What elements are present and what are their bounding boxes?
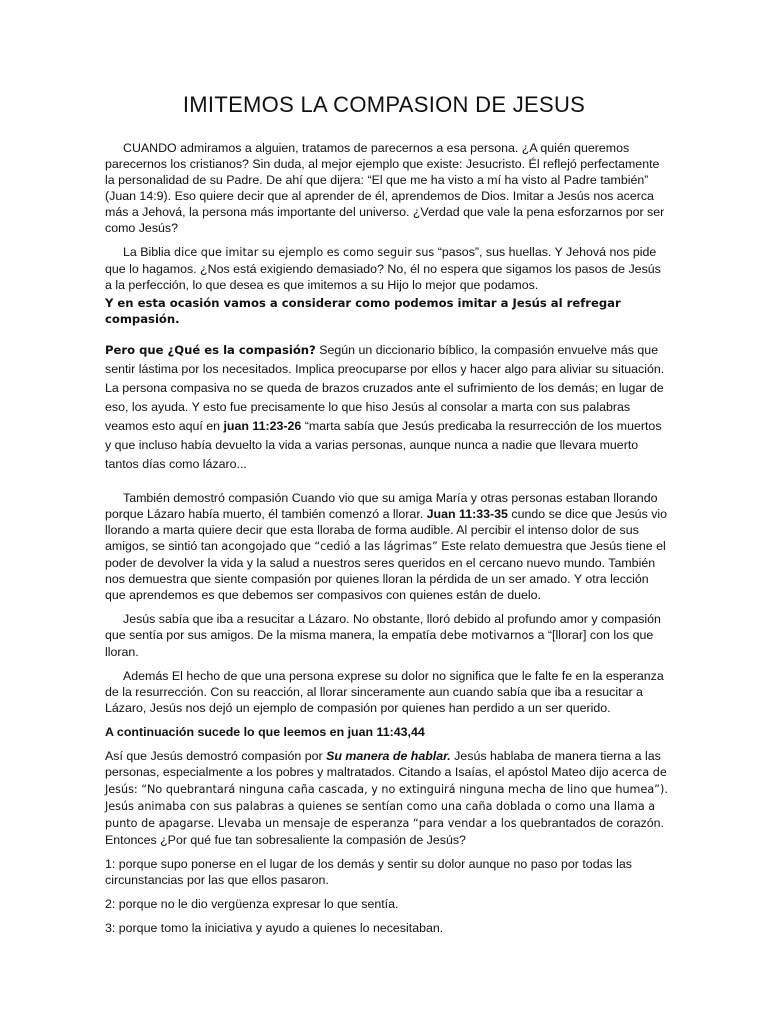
document-body	[105, 140, 671, 944]
section-heading-continuacion: A continuación sucede lo que leemos en juan 11:43,44	[105, 725, 425, 739]
paragraph-llanto: También demostró compasión Cuando vio que su amiga María y otras personas estaban llorando porque Lázaro había muerto, él también comenzó a llorar. Juan 11:33-35 cundo se dice que Jesús vio llorando a marta quiere decir que esta lloraba de forma audible. Al percibir el intenso dolor de sus amigos, se sintió tan acongojado que “cedió a las lágrimas” Este relato demuestra que Jesús tiene el poder de devolver la vida y la salud a nuestros seres queridos en el cercano nuevo mundo. También nos demuestra que siente compasión por quienes lloran la pérdida de un ser amado. Y otra lección que aprendemos es que debemos ser compasivos con quienes están de duelo.	[105, 491, 668, 602]
paragraph-ademas: Además El hecho de que una persona exprese su dolor no significa que le falte fe en la esperanza de la resurrección. Con su reacción, al llorar sinceramente aun cuando sabía que iba a resucitar a Lázaro, Jesús nos dejó un ejemplo de compasión por quienes han perdido a un ser querido.	[105, 669, 664, 715]
page-title: IMITEMOS LA COMPASION DE JESUS	[182, 92, 586, 117]
list-item-2: 2: porque no le dio vergüenza expresar lo que sentía.	[105, 897, 399, 911]
list-item-3: 3: porque tomo la iniciativa y ayudo a quienes lo necesitaban.	[105, 921, 444, 935]
section-heading-compasion: Y en esta ocasión vamos a considerar como podemos imitar a Jesús al refregar compasión.	[105, 296, 621, 326]
paragraph-manera-hablar: Así que Jesús demostró compasión por Su manera de hablar. Jesús hablaba de manera tierna a las personas, especialmente a los pobres y maltratados. Citando a Isaías, el apóstol Mateo dijo acerca de Jesús: “No quebrantará ninguna caña cascada, y no extinguirá ninguna mecha de lino que humea”). Jesús animaba con sus palabras a quienes se sentían como una caña doblada o como una llama a punto de apagarse. Llevaba un mensaje de esperanza “para vendar a los quebrantados de corazón. Entonces ¿Por qué fue tan sobresaliente la compasión de Jesús?	[105, 749, 668, 847]
paragraph-definicion: Pero que ¿Qué es la compasión? Según un diccionario bíblico, la compasión envuelve más que sentir lástima por los necesitados. Implica preocuparse por ellos y hacer algo para aliviar su situación. La persona compasiva no se queda de brazos cruzados ante el sufrimiento de los demás; en lugar de eso, los ayuda. Y esto fue precisamente lo que hiso Jesús al consolar a marta con sus palabras veamos esto aquí en juan 11:23-26 “marta sabía que Jesús predicaba la resurrección de los muertos y que incluso había devuelto la vida a varias personas, aunque nunca a nadie que llevara muerto tantos días como lázaro...	[105, 343, 665, 471]
paragraph-biblia: La Biblia dice que imitar su ejemplo es como seguir sus “pasos”, sus huellas. Y Jehová nos pide que lo hagamos. ¿Nos está exigiendo demasiado? No, él no espera que sigamos los pasos de Jesús a la perfección, lo que desea es que imitemos a su Hijo lo mejor que podamos.	[105, 245, 661, 292]
paragraph-empatia: Jesús sabía que iba a resucitar a Lázaro. No obstante, lloró debido al profundo amor y compasión que sentía por sus amigos. De la misma manera, la empatía debe motivarnos a “[llorar] con los que lloran.	[105, 612, 661, 659]
list-item-1: 1: porque supo ponerse en el lugar de los demás y sentir su dolor aunque no paso por todas las circunstancias por las que ellos pasaron.	[105, 857, 632, 887]
paragraph-intro: CUANDO admiramos a alguien, tratamos de parecernos a esa persona. ¿A quién queremos parecernos los cristianos? Sin duda, al mejor ejemplo que existe: Jesucristo. Él reflejó perfectamente la personalidad de su Padre. De ahí que dijera: “El que me ha visto a mí ha visto al Padre también” (Juan 14:9). Eso quiere decir que al aprender de él, aprendemos de Dios. Imitar a Jesús nos acerca más a Jehová, la persona más importante del universo. ¿Verdad que vale la pena esforzarnos por ser como Jesús?	[105, 141, 665, 235]
